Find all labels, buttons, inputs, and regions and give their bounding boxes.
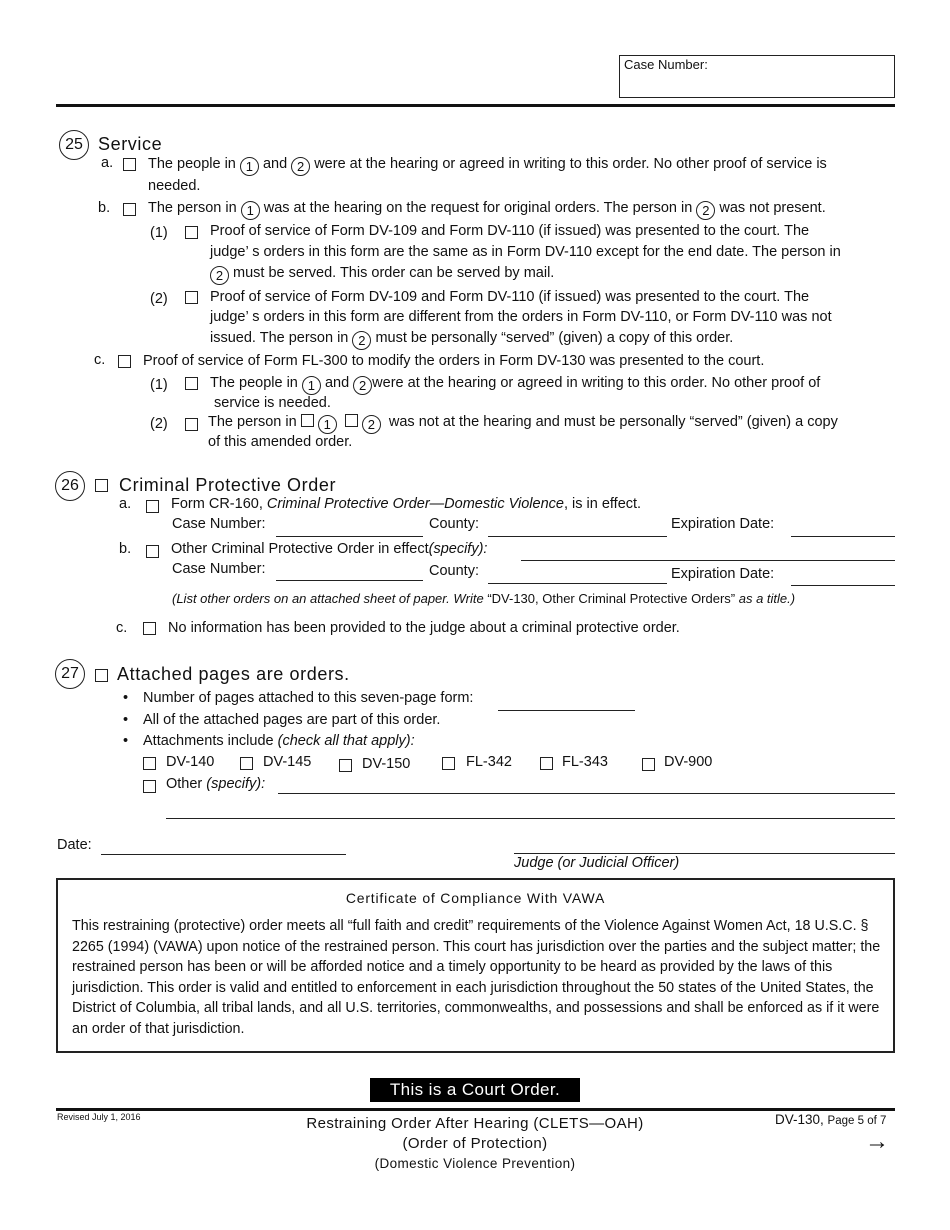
case-number-label: Case Number: — [624, 57, 708, 72]
form-subtitle-2: (Domestic Violence Prevention) — [374, 1156, 576, 1171]
bullet-icon: • — [123, 690, 129, 706]
footer-rule — [56, 1108, 895, 1111]
page-number: Page 5 of 7 — [827, 1115, 887, 1127]
item-25a-checkbox[interactable] — [123, 158, 136, 171]
item-26b-text: Other Criminal Protective Order in effect(specify): — [171, 541, 488, 557]
section-27-checkbox[interactable] — [95, 669, 108, 682]
item-25c2-person1-checkbox[interactable] — [301, 414, 314, 427]
item-25b2-line3: issued. The person in 2 must be personally “served” (given) a copy of this order. — [210, 330, 734, 348]
item-26a-expiration-field[interactable] — [791, 536, 895, 537]
item-26b-letter: b. — [119, 541, 132, 557]
attachment-dv900-label: DV-900 — [664, 754, 713, 770]
item-26a-checkbox[interactable] — [146, 500, 159, 513]
item-25c1-number: (1) — [150, 377, 168, 393]
attachment-other-label: Other (specify): — [166, 776, 266, 792]
next-page-arrow-icon[interactable]: → — [865, 1128, 889, 1155]
attachment-fl342-checkbox[interactable] — [442, 757, 455, 770]
item-25c2-line2: of this amended order. — [208, 434, 353, 450]
attachment-dv150-label: DV-150 — [362, 756, 411, 772]
item-26c-checkbox[interactable] — [143, 622, 156, 635]
bullet-icon: • — [123, 733, 129, 749]
section-27-number: 27 — [55, 659, 85, 689]
attachment-dv150-checkbox[interactable] — [339, 759, 352, 772]
attachment-fl343-label: FL-343 — [562, 754, 608, 770]
item-25b1-line2: judge’ s orders in this form are the same as in Form DV-110 except for the end date. The person in — [210, 244, 841, 260]
item-25b-letter: b. — [98, 200, 111, 216]
attachment-dv140-label: DV-140 — [166, 754, 215, 770]
item-26c-text: No information has been provided to the judge about a criminal protective order. — [168, 620, 680, 636]
vawa-certificate-title: Certificate of Compliance With VAWA — [345, 890, 606, 906]
form-id: DV-130, Page 5 of 7 — [775, 1112, 887, 1127]
item-26b-checkbox[interactable] — [146, 545, 159, 558]
section-25-number: 25 — [59, 130, 89, 160]
item-27-pages-field[interactable] — [498, 710, 635, 711]
vawa-certificate-body: This restraining (protective) order meets all “full faith and credit” requirements of the Violence Against Women Act, 18 U.S.C. § 2265 (1994) (VAWA) upon notice of the restrained person. This court has jurisdiction over the parties and the subject matter; the restrained person has been or will be afforded notice and a timely opportunity to be heard as provided by the laws of this jurisdiction. This order is valid and entitled to enforcement in each jurisdiction throughout the 50 states of the United States, the District of Columbia, all tribal lands, and all U.S. territories, commonwealths, and possessions and shall be enforced as if it were an order of that jurisdiction. — [72, 918, 881, 1037]
item-26a-expiration-label: Expiration Date: — [671, 516, 775, 532]
item-27-all-pages: All of the attached pages are part of this order. — [143, 712, 441, 728]
item-26a-case-number-field[interactable] — [276, 536, 423, 537]
item-26a-county-label: County: — [429, 516, 479, 532]
item-25c2-person2-checkbox[interactable] — [345, 414, 358, 427]
attachment-fl342-label: FL-342 — [466, 754, 512, 770]
item-25b1-checkbox[interactable] — [185, 226, 198, 239]
attachment-fl343-checkbox[interactable] — [540, 757, 553, 770]
item-26a-text: Form CR-160, Criminal Protective Order—Domestic Violence, is in effect. — [171, 496, 642, 512]
item-25b1-line3: 2 must be served. This order can be served by mail. — [210, 264, 554, 285]
item-25c-checkbox[interactable] — [118, 355, 131, 368]
item-26a-case-number-label: Case Number: — [172, 516, 266, 532]
item-27-attachments-label: Attachments include (check all that apply): — [143, 733, 415, 749]
section-27-title: Attached pages are orders. — [117, 664, 350, 684]
revised-date: Revised July 1, 2016 — [57, 1112, 141, 1122]
item-25b2-number: (2) — [150, 291, 168, 307]
item-25c-text: Proof of service of Form FL-300 to modify the orders in Form DV-130 was presented to the court. — [143, 353, 765, 369]
attachment-dv145-checkbox[interactable] — [240, 757, 253, 770]
attachment-dv140-checkbox[interactable] — [143, 757, 156, 770]
item-26b-expiration-field[interactable] — [791, 585, 895, 586]
item-25a-text-line2: needed. — [148, 178, 201, 194]
item-25b2-checkbox[interactable] — [185, 291, 198, 304]
item-25b2-line1: Proof of service of Form DV-109 and Form DV-110 (if issued) was presented to the court. The — [210, 289, 810, 305]
item-26b-case-number-label: Case Number: — [172, 561, 266, 577]
item-25c1-checkbox[interactable] — [185, 377, 198, 390]
item-25b2-line2: judge’ s orders in this form are different from the orders in Form DV-110, or Form DV-110 was not — [210, 309, 832, 325]
attachment-dv900-checkbox[interactable] — [642, 758, 655, 771]
item-25b1-line1: Proof of service of Form DV-109 and Form DV-110 (if issued) was presented to the court. The — [210, 223, 810, 239]
item-25a-letter: a. — [101, 155, 114, 171]
attachment-dv145-label: DV-145 — [263, 754, 312, 770]
section-26-number: 26 — [55, 471, 85, 501]
item-25c-letter: c. — [94, 352, 106, 368]
vawa-certificate — [56, 878, 895, 1053]
form-title: Restraining Order After Hearing (CLETS—OAH) — [306, 1115, 644, 1132]
item-25a-text: The people in 1 and 2 were at the hearing or agreed in writing to this order. No other proof of service is — [148, 156, 827, 174]
item-26b-specify-field[interactable] — [521, 560, 895, 561]
item-26b-note: (List other orders on an attached sheet of paper. Write “DV-130, Other Criminal Protective Orders” as a title.) — [172, 591, 796, 606]
date-field[interactable] — [101, 854, 346, 855]
item-26b-case-number-field[interactable] — [276, 580, 423, 581]
item-26b-county-field[interactable] — [488, 583, 667, 584]
item-25c2-checkbox[interactable] — [185, 418, 198, 431]
item-26c-letter: c. — [116, 620, 128, 636]
section-26-checkbox[interactable] — [95, 479, 108, 492]
item-25c1-line2: service is needed. — [214, 395, 331, 411]
item-25c2-number: (2) — [150, 416, 168, 432]
item-26a-county-field[interactable] — [488, 536, 667, 537]
judge-signature-label: Judge (or Judicial Officer) — [514, 855, 680, 871]
item-25c2-text: The person in 1 2 was not at the hearing and must be personally “served” (given) a copy — [208, 414, 838, 432]
item-25b-text: The person in 1 was at the hearing on the request for original orders. The person in 2 was not present. — [148, 200, 826, 218]
section-25-title: Service — [98, 134, 163, 154]
section-26-title: Criminal Protective Order — [119, 475, 337, 495]
bullet-icon: • — [123, 712, 129, 728]
court-order-banner: This is a Court Order. — [370, 1078, 580, 1102]
attachment-other-checkbox[interactable] — [143, 780, 156, 793]
attachment-other-field[interactable] — [278, 793, 895, 794]
attachment-other-field-line2[interactable] — [166, 818, 895, 819]
item-26b-county-label: County: — [429, 563, 479, 579]
case-number-box[interactable] — [619, 55, 895, 98]
item-25b1-number: (1) — [150, 225, 168, 241]
item-25c1-text: The people in 1 and 2 were at the hearing or agreed in writing to this order. No other proof of — [210, 375, 821, 393]
form-subtitle: (Order of Protection) — [402, 1135, 548, 1152]
header-rule — [56, 104, 895, 107]
item-26b-expiration-label: Expiration Date: — [671, 566, 775, 582]
item-25b-checkbox[interactable] — [123, 203, 136, 216]
item-26a-letter: a. — [119, 496, 132, 512]
item-27-pages-label: Number of pages attached to this seven-page form: — [143, 690, 474, 706]
date-label: Date: — [57, 837, 92, 853]
